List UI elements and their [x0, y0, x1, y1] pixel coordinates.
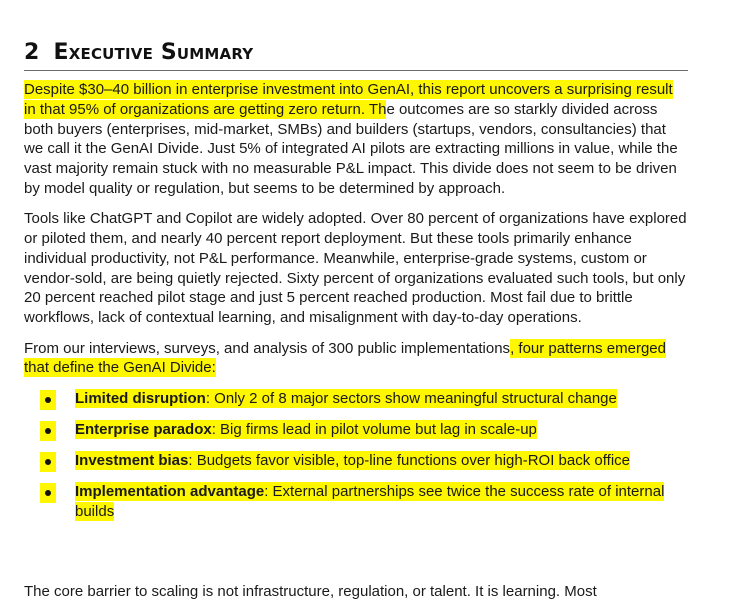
- pattern-term: Implementation advantage: [75, 483, 265, 501]
- paragraph-text: e outcomes are so starkly divided across both buyers (enterprises, mid-market, SMBs) and builders (startups, vendors, consultancies) that we call it the GenAI Divide. Just 5% of integrated AI pilots are extracting millions in value, while the vast majority remain stuck with no measurable P&L impact. This divide does not seem to be driven by model quality or regulation, but seems to be determined by approach.: [24, 100, 678, 197]
- section-heading: [24, 40, 688, 71]
- pattern-text: : External partnerships see twice the success rate of internal builds: [75, 483, 665, 520]
- pattern-term: Investment bias: [75, 452, 189, 470]
- highlighted-text: , four patterns emerged that define the GenAI Divide:: [24, 339, 666, 377]
- document-page: [24, 22, 688, 600]
- pattern-term: Limited disruption: [75, 390, 206, 408]
- paragraph-cutoff: The core barrier to scaling is not infrastructure, regulation, or talent. It is learning. Most: [24, 583, 597, 600]
- list-item: [24, 420, 688, 440]
- list-item: [24, 482, 688, 521]
- pattern-text: : Budgets favor visible, top-line functions over high-ROI back office: [188, 452, 630, 470]
- pattern-term: Enterprise paradox: [75, 421, 212, 439]
- paragraph-findings: [24, 80, 688, 198]
- paragraph-patterns-intro: [24, 339, 688, 378]
- patterns-list: [24, 389, 688, 521]
- pattern-text: : Big firms lead in pilot volume but lag in scale-up: [211, 421, 537, 439]
- list-item: [24, 389, 688, 409]
- highlighted-text: Despite $30–40 billion in enterprise investment into GenAI, this report uncovers a surprising result in that 95% of organizations are getting zero return. Th: [24, 81, 673, 118]
- section-title: Executive Summary: [53, 40, 254, 66]
- section-number: 2: [24, 40, 40, 66]
- pattern-text: : Only 2 of 8 major sectors show meaningful structural change: [205, 390, 617, 408]
- paragraph-tools: Tools like ChatGPT and Copilot are widely adopted. Over 80 percent of organizations have explored or piloted them, and nearly 40 percent report deployment. But these tools primarily enhance individual productivity, not P&L performance. Meanwhile, enterprise-grade systems, custom or vendor-sold, are being quietly rejected. Sixty percent of organizations evaluated such tools, but only 20 percent reached pilot stage and just 5 percent reached production. Most fail due to brittle workflows, lack of contextual learning, and misalignment with day-to-day operations.: [24, 210, 687, 326]
- paragraph-text: From our interviews, surveys, and analysis of 300 public implementations: [24, 339, 511, 357]
- list-item: [24, 451, 688, 471]
